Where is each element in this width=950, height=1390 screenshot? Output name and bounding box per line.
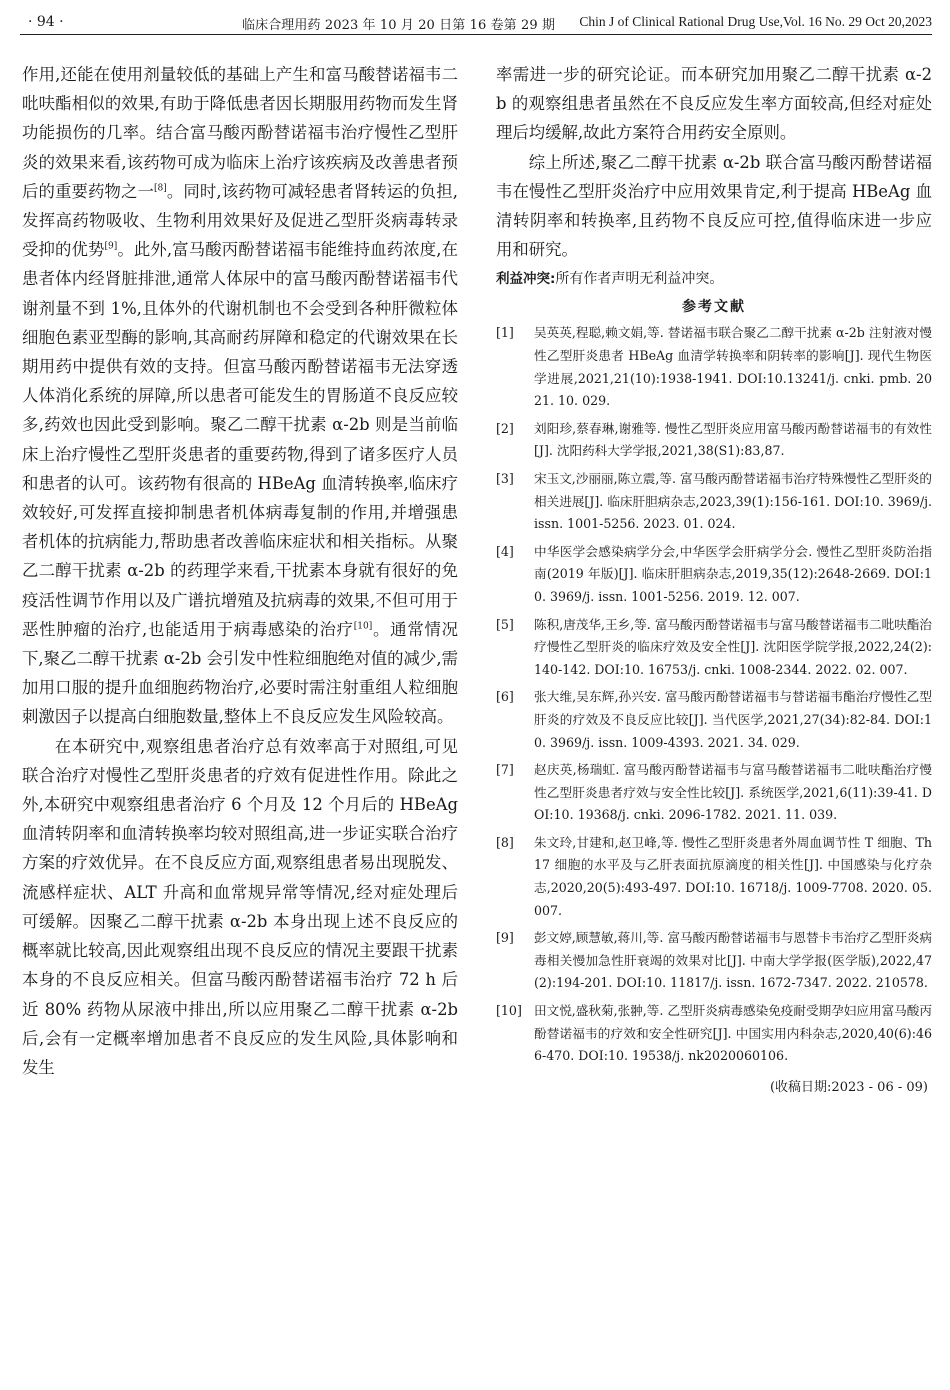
reference-item: [7] 赵庆英,杨瑞虹. 富马酸丙酚替诺福韦与富马酸替诺福韦二吡呋酯治疗慢性乙型肝炎患者疗效与安全性比较[J]. 系统医学,2021,6(11):39-41. DOI:10. 19368/j. cnki. 2096-1782. 2021. 11. 039. [496, 762, 932, 823]
citation: [10] [353, 621, 373, 632]
received-date: (收稿日期:2023 - 06 - 09) [769, 1079, 928, 1095]
reference-item: [5] 陈积,唐茂华,王乡,等. 富马酸丙酚替诺福韦与富马酸替诺福韦二吡呋酯治疗慢性乙型肝炎的临床疗效及安全性[J]. 沈阳医学院学报,2022,24(2):140-142. DOI:10. 16753/j. cnki. 1008-2344. 2022. 02. 007. [496, 616, 932, 677]
reference-item: [4] 中华医学会感染病学分会,中华医学会肝病学分会. 慢性乙型肝炎防治指南(2019 年版)[J]. 临床肝胆病杂志,2019,35(12):2648-2669. DOI:10. 3969/j. issn. 1001-5256. 2019. 12. 007. [496, 543, 932, 604]
conflict-label: 利益冲突: [496, 271, 556, 288]
citation: [8] [154, 183, 167, 194]
citation: [9] [104, 241, 118, 252]
reference-item: [9] 彭文婷,顾慧敏,蒋川,等. 富马酸丙酚替诺福韦与恩替卡韦治疗乙型肝炎病毒相关慢加急性肝衰竭的效果对比[J]. 中南大学学报(医学版),2022,47(2):194-201. DOI:10. 11817/j. issn. 1672-7347. 2022. 210578. [496, 930, 932, 991]
conclusion-paragraph: 综上所述,聚乙二醇干扰素 α-2b 联合富马酸丙酚替诺福韦在慢性乙型肝炎治疗中应用效果肯定,利于提高 HBeAg 血清转阴率和转换率,且药物不良反应可控,值得临床进一步应用和研究。 [496, 152, 932, 260]
reference-item: [6] 张大维,吴东辉,孙兴安. 富马酸丙酚替诺福韦与替诺福韦酯治疗慢性乙型肝炎的疗效及不良反应比较[J]. 当代医学,2021,27(34):82-84. DOI:10. 3969/j. issn. 1009-4393. 2021. 34. 029. [496, 689, 932, 750]
page-number: · 94 · [28, 14, 64, 30]
body-paragraph: 率需进一步的研究论证。而本研究加用聚乙二醇干扰素 α-2b 的观察组患者虽然在不良反应发生率方面较高,但经对症处理后均缓解,故此方案符合用药安全原则。 [496, 65, 932, 143]
reference-item: [2] 刘阳珍,蔡春琳,谢雅等. 慢性乙型肝炎应用富马酸丙酚替诺福韦的有效性[J]. 沈阳药科大学学报,2021,38(S1):83,87. [496, 420, 932, 459]
reference-item: [10] 田文悦,盛秋菊,张翀,等. 乙型肝炎病毒感染免疫耐受期孕妇应用富马酸丙酚替诺福韦的疗效和安全性研究[J]. 中国实用内科杂志,2020,40(6):466-470. DOI:10. 19538/j. nk2020060106. [496, 1003, 932, 1064]
body-paragraph: 作用,还能在使用剂量较低的基础上产生和富马酸替诺福韦二吡呋酯相似的效果,有助于降低患者因长期服用药物而发生肾功能损伤的几率。结合富马酸丙酚替诺福韦治疗慢性乙型肝炎的效果来看,该药物可成为临床上治疗该疾病及改善患者预后的重要药物之一[8]。同时,该药物可减轻患者肾转运的负担,发挥高药物吸收、生物利用效果好及促进乙型肝炎病毒转录受抑的优势[9]。此外,富马酸丙酚替诺福韦能维持血药浓度,在患者体内经肾脏排泄,通常人体尿中的富马酸丙酚替诺福韦代谢剂量不到 1%,且体外的代谢机制也不会受到各种肝微粒体细胞色素亚型酶的影响,其高耐药屏障和稳定的代谢效果在长期用药中提供有效的支持。但富马酸丙酚替诺福韦无法穿透人体消化系统的屏障,所以患者可能发生的胃肠道不良反应较多,药效也因此受到影响。聚乙二醇干扰素 α-2b 则是当前临床上治疗慢性乙型肝炎患者的重要药物,得到了诸多医疗人员和患者的认可。该药物有很高的 HBeAg 血清转换率,临床疗效较好,可发挥直接抑制患者机体病毒复制的作用,并增强患者机体的抗病能力,帮助患者改善临床症状和相关指标。从聚乙二醇干扰素 α-2b 的药理学来看,干扰素本身就有很好的免疫活性调节作用以及广谱抗增殖及抗病毒的效果,不但可用于恶性肿瘤的治疗,也能适用于病毒感染的治疗[10]。通常情况下,聚乙二醇干扰素 α-2b 会引发中性粒细胞绝对值的减少,需加用口服的提升血细胞药物治疗,必要时需注射重组人粒细胞刺激因子以提高白细胞数量,整体上不良反应发生风险较高。 [22, 65, 459, 727]
reference-item: [3] 宋玉文,沙丽丽,陈立震,等. 富马酸丙酚替诺福韦治疗特殊慢性乙型肝炎的相关进展[J]. 临床肝胆病杂志,2023,39(1):156-161. DOI:10. 3969/j. issn. 1001-5256. 2023. 01. 024. [496, 470, 932, 532]
reference-list [496, 322, 932, 1067]
references-heading: 参考文献 [682, 299, 746, 316]
body-paragraph: 在本研究中,观察组患者治疗总有效率高于对照组,可见联合治疗对慢性乙型肝炎患者的疗效有促进性作用。除此之外,本研究中观察组患者治疗 6 个月及 12 个月后的 HBeAg 血清转阴率和血清转换率均较对照组高,进一步证实联合治疗方案的疗效优异。在不良反应方面,观察组患者易出现脱发、流感样症状、ALT 升高和血常规异常等情况,经对症处理后可缓解。因聚乙二醇干扰素 α-2b 本身出现上述不良反应的概率就比较高,因此观察组出现不良反应的情况主要跟干扰素本身的不良反应相关。但富马酸丙酚替诺福韦治疗 72 h 后近 80% 药物从尿液中排出,所以应用聚乙二醇干扰素 α-2b 后,会有一定概率增加患者不良反应的发生风险,具体影响和发生 [22, 736, 458, 1077]
left-column [22, 60, 458, 1082]
reference-item: [1] 吴英英,程聪,赖文娟,等. 替诺福韦联合聚乙二醇干扰素 α-2b 注射液对慢性乙型肝炎患者 HBeAg 血清学转换率和阴转率的影响[J]. 现代生物医学进展,2021,21(10):1938-1941. DOI:10.13241/j. cnki. pmb. 2021. 10. 029. [496, 325, 932, 409]
conflict-text: 所有作者声明无利益冲突。 [555, 271, 724, 288]
running-header [20, 8, 932, 35]
conflict-of-interest [496, 268, 932, 290]
journal-title-cn: 临床合理用药 2023 年 10 月 20 日第 16 卷第 29 期 [242, 18, 556, 33]
reference-item: [8] 朱文玲,甘建和,赵卫峰,等. 慢性乙型肝炎患者外周血调节性 T 细胞、Th17 细胞的水平及与乙肝表面抗原滴度的相关性[J]. 中国感染与化疗杂志,2020,20(5):493-497. DOI:10. 16718/j. 1009-7708. 2020. 05. 007. [496, 834, 932, 918]
journal-title-en: Chin J of Clinical Rational Drug Use,Vol. 16 No. 29 Oct 20,2023 [579, 14, 932, 29]
right-column [496, 60, 932, 1095]
